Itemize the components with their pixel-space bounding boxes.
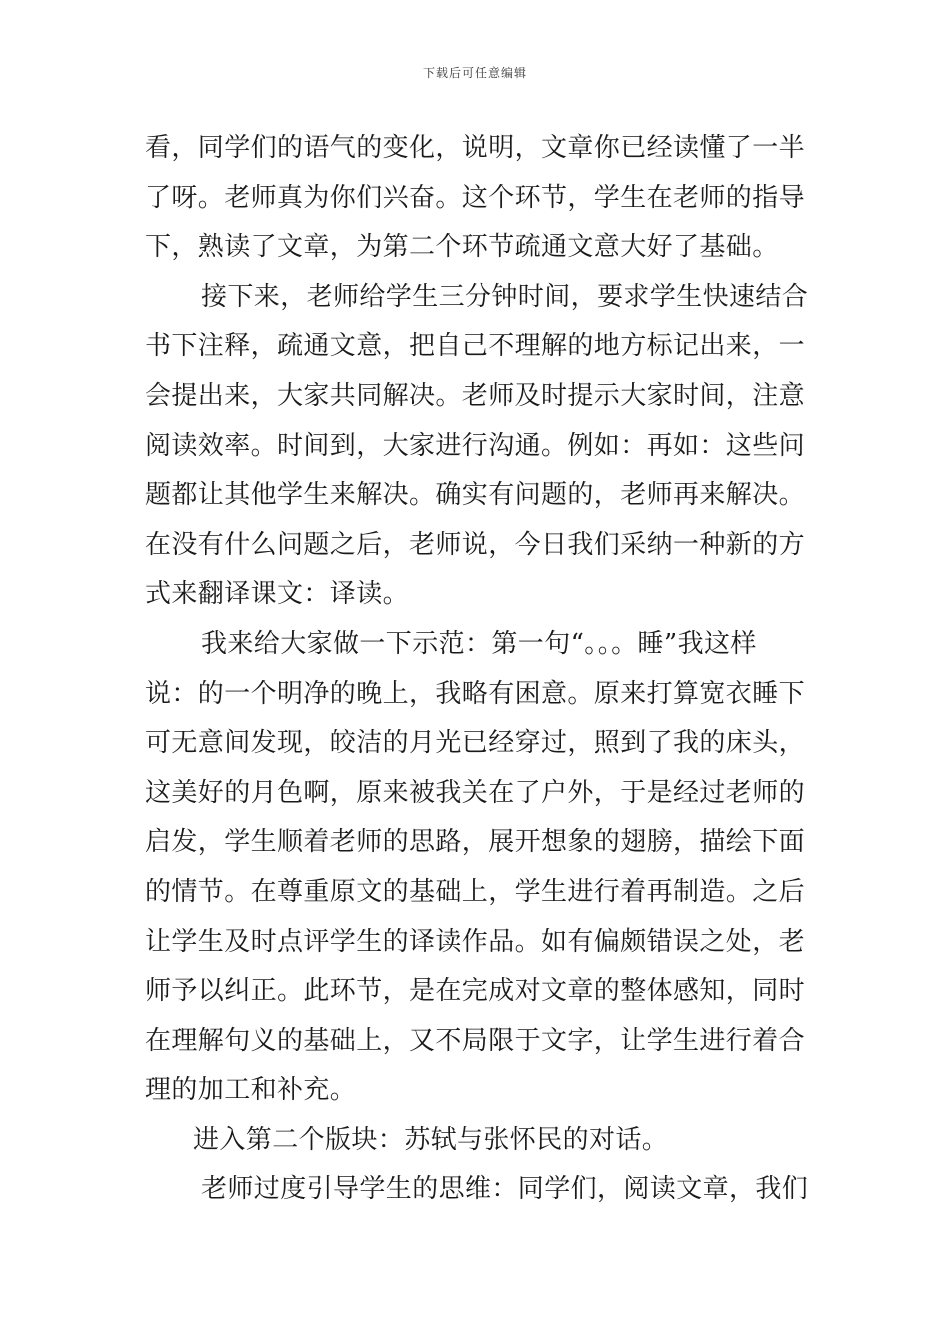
text-line: 师予以纠正。此环节，是在完成对文章的整体感知，同时 bbox=[145, 976, 806, 1007]
text-line: 下，熟读了文章，为第二个环节疏通文意大好了基础。 bbox=[145, 232, 779, 263]
text-line: 这美好的月色啊，原来被我关在了户外，于是经过老师的 bbox=[145, 777, 806, 808]
body-text bbox=[145, 124, 809, 1215]
text-line: 理的加工和补充。 bbox=[145, 1075, 357, 1106]
text-line: 说：的一个明净的晚上，我略有困意。原来打算宽衣睡下 bbox=[145, 678, 806, 709]
paragraph-start-line: 我来给大家做一下示范：第一句“。。。睡”我这样 bbox=[201, 628, 757, 659]
page-header: 下载后可任意编辑 bbox=[422, 66, 527, 80]
text-line: 看，同学们的语气的变化，说明，文章你已经读懂了一半 bbox=[145, 133, 806, 163]
text-line: 阅读效率。时间到，大家进行沟通。例如：再如：这些问 bbox=[145, 430, 806, 461]
text-line: 式来翻译课文：译读。 bbox=[145, 579, 410, 610]
paragraph-start-line: 老师过度引导学生的思维：同学们，阅读文章，我们 bbox=[201, 1174, 809, 1205]
text-line: 让学生及时点评学生的译读作品。如有偏颇错误之处，老 bbox=[145, 926, 806, 957]
text-line: 题都让其他学生来解决。确实有问题的，老师再来解决。 bbox=[145, 480, 806, 511]
text-line: 会提出来，大家共同解决。老师及时提示大家时间，注意 bbox=[145, 380, 806, 411]
text-line: 在理解句义的基础上，又不局限于文字，让学生进行着合 bbox=[145, 1025, 806, 1056]
text-line: 在没有什么问题之后，老师说，今日我们采纳一种新的方 bbox=[145, 529, 806, 560]
text-line: 可无意间发现，皎洁的月光已经穿过，照到了我的床头， bbox=[145, 728, 806, 759]
text-line: 的情节。在尊重原文的基础上，学生进行着再制造。之后 bbox=[145, 876, 806, 907]
text-line: 了呀。老师真为你们兴奋。这个环节，学生在老师的指导 bbox=[145, 182, 806, 213]
paragraph-start-line: 进入第二个版块：苏轼与张怀民的对话。 bbox=[193, 1124, 669, 1155]
text-line: 书下注释，疏通文意，把自己不理解的地方标记出来，一 bbox=[145, 331, 806, 362]
text-line: 启发，学生顺着老师的思路，展开想象的翅膀，描绘下面 bbox=[145, 827, 806, 858]
paragraph-start-line: 接下来，老师给学生三分钟时间，要求学生快速结合 bbox=[201, 281, 809, 312]
